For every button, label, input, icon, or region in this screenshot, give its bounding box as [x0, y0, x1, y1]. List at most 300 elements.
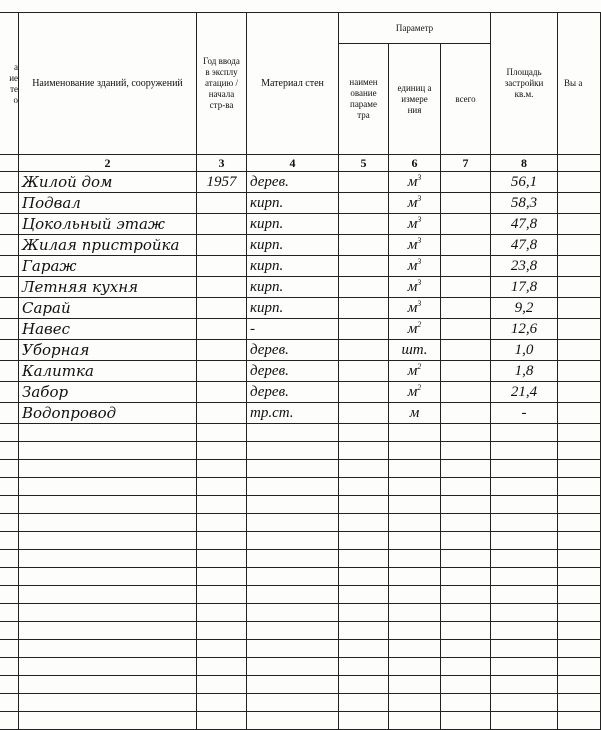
- empty-cell: [19, 658, 197, 676]
- empty-row: [0, 676, 601, 694]
- empty-row: [0, 496, 601, 514]
- area-cell: [491, 193, 558, 214]
- header-param-unit: единиц а измере ния: [389, 44, 441, 155]
- empty-cell: [197, 694, 247, 712]
- empty-cell: [0, 460, 19, 478]
- wall-material-cell: [247, 403, 339, 424]
- unit-cell-text: м: [407, 195, 418, 211]
- empty-cell: [558, 424, 601, 442]
- area-cell: [491, 298, 558, 319]
- unit-cell-text: м: [407, 300, 418, 316]
- building-name-cell-text: Навес: [22, 320, 71, 338]
- empty-cell: [197, 568, 247, 586]
- building-name-cell: [19, 340, 197, 361]
- empty-cell: [0, 640, 19, 658]
- wall-material-cell: [247, 319, 339, 340]
- empty-cell: [19, 604, 197, 622]
- empty-cell: [19, 712, 197, 730]
- empty-cell: [0, 550, 19, 568]
- building-name-cell: [19, 235, 197, 256]
- extra-cell: [558, 193, 601, 214]
- unit-exponent: 3: [417, 194, 422, 203]
- table-row: [0, 382, 601, 403]
- header-col9: Вы а: [558, 13, 601, 155]
- wall-material-cell: [247, 172, 339, 193]
- empty-cell: [339, 532, 389, 550]
- total-cell: [441, 340, 491, 361]
- table-row: [0, 298, 601, 319]
- unit-exponent: 3: [417, 173, 422, 182]
- empty-cell: [197, 478, 247, 496]
- unit-cell-text: м: [407, 258, 418, 274]
- header-area: Площадь застройки кв.м.: [491, 13, 558, 155]
- empty-cell: [247, 622, 339, 640]
- wall-material-cell-text: кирп.: [250, 237, 284, 253]
- empty-cell: [389, 478, 441, 496]
- empty-row: [0, 622, 601, 640]
- building-name-cell-text: Летняя кухня: [22, 278, 139, 296]
- area-cell: [491, 382, 558, 403]
- empty-cell: [441, 478, 491, 496]
- empty-cell: [441, 568, 491, 586]
- empty-row: [0, 640, 601, 658]
- empty-cell: [0, 694, 19, 712]
- empty-cell: [247, 658, 339, 676]
- year-cell: [197, 319, 247, 340]
- building-name-cell-text: Цокольный этаж: [22, 215, 165, 233]
- wall-material-cell-text: дерев.: [250, 174, 289, 190]
- unit-exponent: 3: [417, 236, 422, 245]
- unit-cell-text: м: [409, 405, 420, 421]
- empty-cell: [339, 658, 389, 676]
- building-name-cell-text: Калитка: [22, 362, 94, 380]
- unit-cell-text: шт.: [401, 342, 428, 358]
- empty-cell: [558, 640, 601, 658]
- wall-material-cell: [247, 361, 339, 382]
- empty-cell: [441, 622, 491, 640]
- area-cell-text: 1,0: [514, 342, 534, 358]
- empty-cell: [247, 604, 339, 622]
- total-cell: [441, 277, 491, 298]
- empty-cell: [247, 712, 339, 730]
- header-building-name: Наименование зданий, сооружений: [19, 13, 197, 155]
- empty-cell: [339, 496, 389, 514]
- wall-material-cell-text: кирп.: [250, 216, 284, 232]
- wall-material-cell-text: кирп.: [250, 258, 284, 274]
- empty-rows: [0, 424, 601, 730]
- building-name-cell: [19, 403, 197, 424]
- empty-cell: [491, 442, 558, 460]
- empty-cell: [491, 640, 558, 658]
- extra-cell: [558, 319, 601, 340]
- empty-cell: [19, 532, 197, 550]
- building-name-cell-text: Жилой дом: [22, 173, 113, 191]
- total-cell: [441, 298, 491, 319]
- building-name-cell-text: Подвал: [22, 194, 81, 212]
- year-cell: [197, 298, 247, 319]
- empty-cell: [491, 568, 558, 586]
- empty-cell: [491, 514, 558, 532]
- empty-cell: [197, 676, 247, 694]
- unit-exponent: 2: [417, 320, 422, 329]
- wall-material-cell: [247, 256, 339, 277]
- empty-cell: [0, 676, 19, 694]
- empty-cell: [491, 550, 558, 568]
- header-param-name: наимен ование параме тра: [339, 44, 389, 155]
- wall-material-cell-text: дерев.: [250, 342, 289, 358]
- year-cell: [197, 403, 247, 424]
- area-cell-text: 17,8: [510, 279, 538, 295]
- empty-row: [0, 568, 601, 586]
- empty-row: [0, 442, 601, 460]
- empty-cell: [0, 586, 19, 604]
- unit-cell-text: м: [407, 279, 418, 295]
- empty-cell: [19, 676, 197, 694]
- year-cell: [197, 382, 247, 403]
- empty-cell: [441, 532, 491, 550]
- year-cell: [197, 235, 247, 256]
- empty-cell: [339, 622, 389, 640]
- empty-cell: [247, 442, 339, 460]
- empty-cell: [491, 694, 558, 712]
- empty-cell: [441, 424, 491, 442]
- empty-cell: [0, 478, 19, 496]
- header-wall-material: Материал стен: [247, 13, 339, 155]
- row-marker-cell: [0, 256, 19, 277]
- empty-cell: [491, 496, 558, 514]
- column-number-cell: 2: [19, 155, 197, 172]
- param-name-cell: [339, 403, 389, 424]
- column-number-cell: 4: [247, 155, 339, 172]
- empty-cell: [389, 622, 441, 640]
- unit-cell: [389, 256, 441, 277]
- wall-material-cell: [247, 382, 339, 403]
- building-name-cell: [19, 382, 197, 403]
- empty-cell: [389, 694, 441, 712]
- wall-material-cell-text: кирп.: [250, 300, 284, 316]
- area-cell: [491, 403, 558, 424]
- area-cell: [491, 361, 558, 382]
- total-cell: [441, 172, 491, 193]
- wall-material-cell-text: дерев.: [250, 363, 289, 379]
- empty-cell: [339, 604, 389, 622]
- area-cell-text: 56,1: [510, 174, 538, 190]
- empty-cell: [389, 550, 441, 568]
- empty-cell: [19, 550, 197, 568]
- unit-exponent: 3: [417, 215, 422, 224]
- year-cell: [197, 214, 247, 235]
- wall-material-cell: [247, 235, 339, 256]
- table-row: [0, 319, 601, 340]
- empty-cell: [19, 514, 197, 532]
- param-name-cell: [339, 214, 389, 235]
- column-number-cell: 3: [197, 155, 247, 172]
- empty-row: [0, 550, 601, 568]
- empty-cell: [247, 640, 339, 658]
- empty-cell: [491, 478, 558, 496]
- area-cell: [491, 172, 558, 193]
- empty-cell: [389, 442, 441, 460]
- empty-cell: [339, 550, 389, 568]
- empty-cell: [197, 514, 247, 532]
- header-parameter-group: Параметр: [339, 13, 491, 44]
- empty-cell: [558, 568, 601, 586]
- empty-cell: [558, 460, 601, 478]
- empty-row: [0, 478, 601, 496]
- row-marker-cell: [0, 298, 19, 319]
- table-row: [0, 256, 601, 277]
- header-col1: а ие те о: [0, 13, 19, 155]
- empty-cell: [558, 586, 601, 604]
- year-cell: [197, 193, 247, 214]
- unit-cell: [389, 214, 441, 235]
- buildings-table: [0, 12, 601, 730]
- empty-cell: [558, 604, 601, 622]
- total-cell: [441, 235, 491, 256]
- area-cell-text: 23,8: [510, 258, 538, 274]
- empty-cell: [389, 658, 441, 676]
- empty-cell: [339, 514, 389, 532]
- empty-cell: [247, 532, 339, 550]
- column-number-cell: [0, 155, 19, 172]
- building-name-cell: [19, 256, 197, 277]
- unit-exponent: 2: [417, 362, 422, 371]
- unit-cell: [389, 172, 441, 193]
- unit-cell-text: м: [407, 384, 418, 400]
- empty-cell: [558, 496, 601, 514]
- year-cell: [197, 340, 247, 361]
- empty-row: [0, 658, 601, 676]
- unit-exponent: 2: [417, 383, 422, 392]
- area-cell-text: -: [521, 405, 527, 421]
- empty-cell: [19, 568, 197, 586]
- empty-cell: [0, 496, 19, 514]
- empty-cell: [389, 676, 441, 694]
- extra-cell: [558, 235, 601, 256]
- area-cell: [491, 256, 558, 277]
- empty-cell: [441, 550, 491, 568]
- building-name-cell: [19, 277, 197, 298]
- table-row: [0, 235, 601, 256]
- empty-cell: [197, 424, 247, 442]
- area-cell-text: 1,8: [514, 363, 534, 379]
- empty-cell: [197, 532, 247, 550]
- param-name-cell: [339, 319, 389, 340]
- building-name-cell-text: Уборная: [22, 341, 90, 359]
- header-year: Год ввода в эксплу атацию /начала стр-ва: [197, 13, 247, 155]
- param-name-cell: [339, 277, 389, 298]
- area-cell: [491, 235, 558, 256]
- table-row: [0, 214, 601, 235]
- empty-cell: [441, 640, 491, 658]
- empty-cell: [441, 586, 491, 604]
- wall-material-cell: [247, 340, 339, 361]
- empty-cell: [441, 658, 491, 676]
- total-cell: [441, 193, 491, 214]
- wall-material-cell-text: тр.ст.: [250, 405, 294, 421]
- unit-cell: [389, 235, 441, 256]
- wall-material-cell-text: кирп.: [250, 279, 284, 295]
- year-cell: [197, 277, 247, 298]
- empty-row: [0, 712, 601, 730]
- empty-cell: [19, 586, 197, 604]
- extra-cell: [558, 382, 601, 403]
- area-cell-text: 9,2: [514, 300, 534, 316]
- year-cell: [197, 361, 247, 382]
- empty-cell: [0, 424, 19, 442]
- empty-cell: [197, 460, 247, 478]
- extra-cell: [558, 403, 601, 424]
- empty-cell: [247, 424, 339, 442]
- area-cell-text: 12,6: [510, 321, 538, 337]
- empty-row: [0, 514, 601, 532]
- unit-cell: [389, 340, 441, 361]
- empty-row: [0, 586, 601, 604]
- area-cell-text: 47,8: [510, 216, 538, 232]
- unit-cell: [389, 319, 441, 340]
- empty-row: [0, 694, 601, 712]
- empty-cell: [197, 658, 247, 676]
- wall-material-cell-text: дерев.: [250, 384, 289, 400]
- wall-material-cell-text: кирп.: [250, 195, 284, 211]
- column-number-cell: 5: [339, 155, 389, 172]
- unit-cell: [389, 361, 441, 382]
- empty-cell: [558, 514, 601, 532]
- unit-cell: [389, 382, 441, 403]
- extra-cell: [558, 256, 601, 277]
- building-name-cell-text: Сарай: [22, 299, 71, 317]
- empty-cell: [247, 478, 339, 496]
- empty-cell: [558, 532, 601, 550]
- building-name-cell: [19, 193, 197, 214]
- empty-cell: [441, 460, 491, 478]
- wall-material-cell: [247, 214, 339, 235]
- building-name-cell-text: Водопровод: [22, 404, 117, 422]
- empty-cell: [197, 496, 247, 514]
- empty-cell: [389, 640, 441, 658]
- building-name-cell-text: Жилая пристройка: [22, 236, 180, 254]
- param-name-cell: [339, 361, 389, 382]
- building-name-cell: [19, 361, 197, 382]
- empty-cell: [197, 712, 247, 730]
- wall-material-cell: [247, 298, 339, 319]
- empty-cell: [197, 550, 247, 568]
- empty-cell: [389, 586, 441, 604]
- unit-cell-text: м: [407, 363, 418, 379]
- table-row: [0, 277, 601, 298]
- extra-cell: [558, 340, 601, 361]
- empty-cell: [389, 604, 441, 622]
- empty-cell: [197, 442, 247, 460]
- empty-cell: [491, 712, 558, 730]
- empty-cell: [558, 676, 601, 694]
- empty-cell: [197, 604, 247, 622]
- param-name-cell: [339, 256, 389, 277]
- param-name-cell: [339, 172, 389, 193]
- empty-cell: [389, 460, 441, 478]
- empty-cell: [339, 676, 389, 694]
- table-row: [0, 172, 601, 193]
- empty-cell: [389, 532, 441, 550]
- empty-cell: [558, 478, 601, 496]
- row-marker-cell: [0, 403, 19, 424]
- area-cell: [491, 319, 558, 340]
- empty-cell: [441, 514, 491, 532]
- wall-material-cell: [247, 277, 339, 298]
- empty-cell: [247, 496, 339, 514]
- unit-cell: [389, 277, 441, 298]
- empty-cell: [19, 424, 197, 442]
- area-cell: [491, 214, 558, 235]
- empty-cell: [0, 622, 19, 640]
- empty-cell: [339, 424, 389, 442]
- empty-cell: [197, 622, 247, 640]
- empty-cell: [0, 712, 19, 730]
- empty-cell: [491, 604, 558, 622]
- area-cell-text: 21,4: [510, 384, 538, 400]
- empty-cell: [0, 514, 19, 532]
- empty-cell: [441, 694, 491, 712]
- row-marker-cell: [0, 193, 19, 214]
- year-cell: [197, 256, 247, 277]
- empty-row: [0, 460, 601, 478]
- empty-cell: [441, 676, 491, 694]
- row-marker-cell: [0, 214, 19, 235]
- empty-cell: [247, 586, 339, 604]
- empty-cell: [0, 532, 19, 550]
- extra-cell: [558, 172, 601, 193]
- empty-cell: [19, 694, 197, 712]
- empty-cell: [389, 568, 441, 586]
- empty-cell: [19, 460, 197, 478]
- unit-cell: [389, 403, 441, 424]
- row-marker-cell: [0, 361, 19, 382]
- empty-row: [0, 424, 601, 442]
- empty-cell: [19, 622, 197, 640]
- building-name-cell: [19, 214, 197, 235]
- empty-cell: [491, 622, 558, 640]
- empty-cell: [197, 640, 247, 658]
- building-name-cell: [19, 298, 197, 319]
- building-name-cell-text: Забор: [22, 383, 69, 401]
- column-number-cell: 8: [491, 155, 558, 172]
- empty-cell: [19, 640, 197, 658]
- empty-cell: [339, 478, 389, 496]
- empty-cell: [389, 712, 441, 730]
- unit-cell: [389, 298, 441, 319]
- column-number-cell: 6: [389, 155, 441, 172]
- row-marker-cell: [0, 277, 19, 298]
- unit-exponent: 3: [417, 299, 422, 308]
- unit-cell: [389, 193, 441, 214]
- empty-cell: [491, 460, 558, 478]
- area-cell: [491, 277, 558, 298]
- table-row: [0, 403, 601, 424]
- wall-material-cell-text: -: [250, 321, 255, 337]
- building-name-cell-text: Гараж: [22, 257, 77, 275]
- area-cell: [491, 340, 558, 361]
- empty-cell: [247, 460, 339, 478]
- unit-exponent: 3: [417, 257, 422, 266]
- empty-cell: [491, 658, 558, 676]
- unit-exponent: 3: [417, 278, 422, 287]
- empty-cell: [0, 604, 19, 622]
- extra-cell: [558, 361, 601, 382]
- area-cell-text: 58,3: [510, 195, 538, 211]
- extra-cell: [558, 214, 601, 235]
- empty-cell: [247, 676, 339, 694]
- total-cell: [441, 403, 491, 424]
